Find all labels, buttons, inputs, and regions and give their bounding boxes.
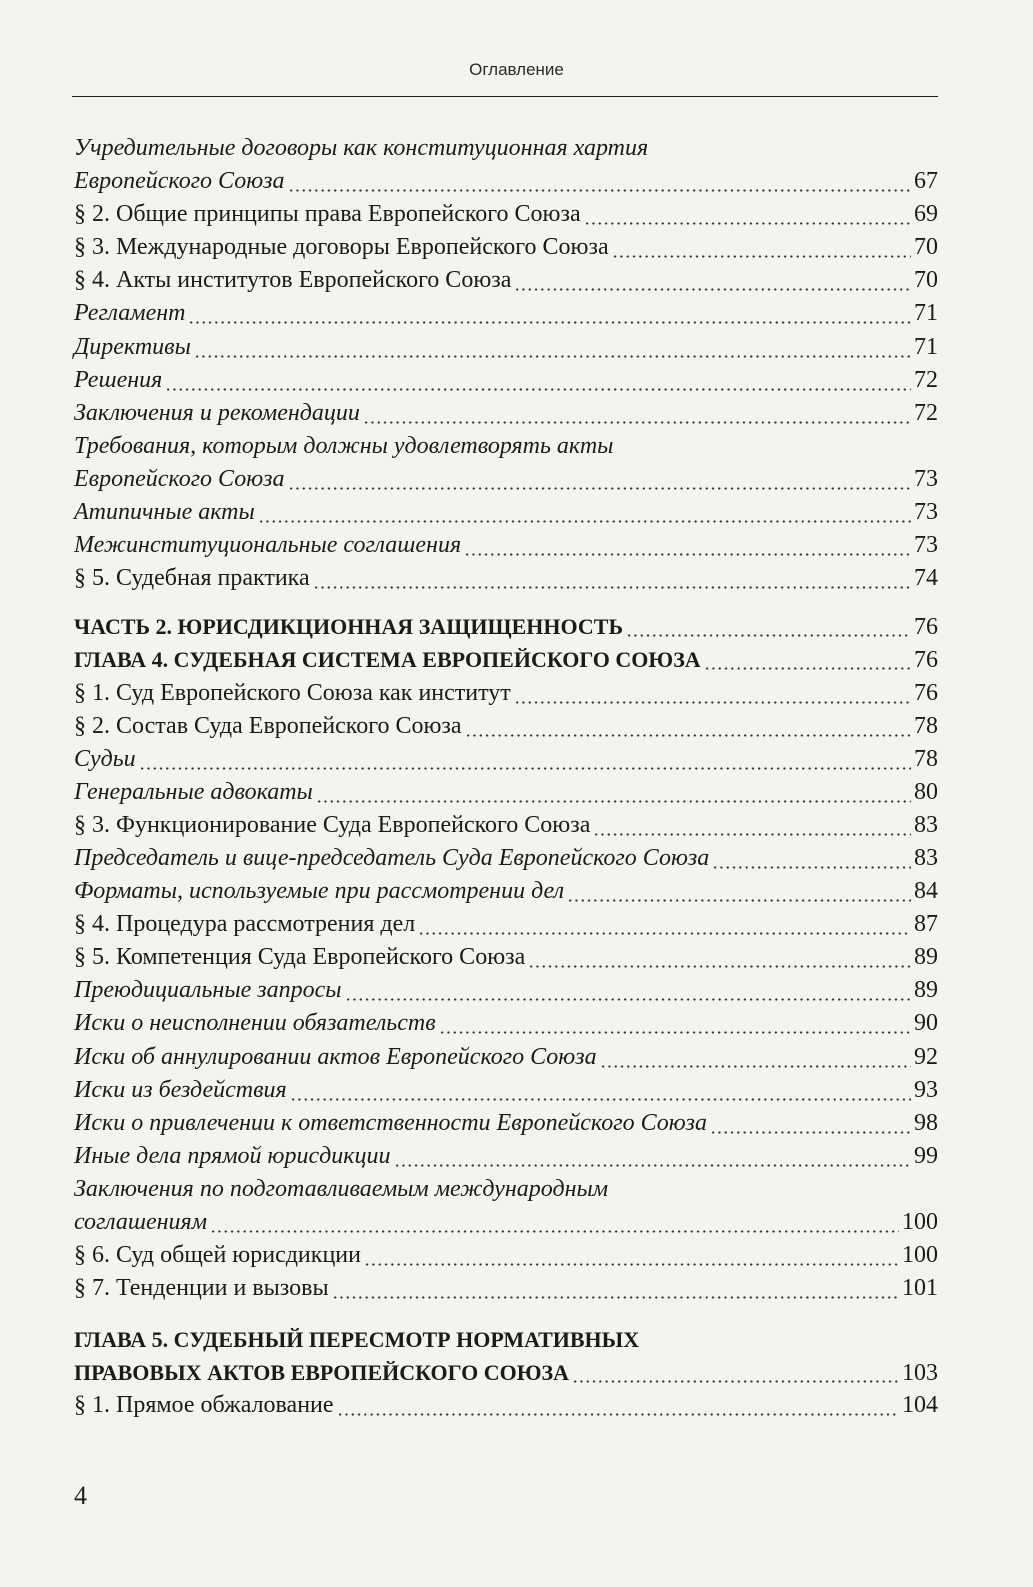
dot-leader [139,743,911,776]
toc-entry-title: § 5. Судебная практика [74,565,310,592]
toc-entry-page: 89 [914,977,938,1004]
toc-entry-title: Межинституциональные соглашения [74,532,462,559]
toc-entry-title: § 5. Компетенция Суда Европейского Союза [74,944,526,971]
toc-entry-page: 104 [902,1392,938,1419]
toc-entry-page: 71 [914,300,938,327]
dot-leader [514,264,911,297]
dot-leader [464,529,911,562]
toc-entry-page: 83 [914,844,938,871]
toc-entry [74,1173,938,1206]
toc-entry-page: 73 [914,465,938,492]
toc-entry-page: 83 [914,811,938,838]
toc-entry [74,1206,938,1239]
toc-entry-title: Судьи [74,745,136,772]
toc-entry-title: Иски из бездействия [74,1076,287,1103]
toc-entry-title: Преюдициальные запросы [74,977,342,1004]
dot-leader [258,496,911,529]
toc-entry-title: § 4. Процедура рассмотрения дел [74,911,416,938]
toc-entry-page: 87 [914,911,938,938]
toc-entry-page: 84 [914,878,938,905]
toc-entry [74,463,938,496]
dot-leader [313,562,911,595]
toc-entry-title: Учредительные договоры как конституционная хартия [74,135,649,161]
toc-entry [74,165,938,198]
toc-entry [74,809,938,842]
toc-entry-page: 100 [902,1209,938,1235]
toc-entry [74,562,938,595]
toc-entry-page: 93 [914,1076,938,1103]
toc-entry-title: § 3. Международные договоры Европейского Союза [74,234,609,261]
dot-leader [337,1389,899,1422]
toc-entry [74,610,938,643]
toc-entry-title: Заключения и рекомендации [74,399,360,426]
dot-leader [567,875,911,908]
toc-entry-page: 76 [914,679,938,706]
toc-entry-title: Решения [74,366,163,393]
toc-entry-page: 73 [914,499,938,526]
toc-entry-page: 99 [914,1142,938,1169]
dot-leader [612,231,911,264]
toc-entry [74,974,938,1007]
toc-entry [74,364,938,397]
toc-entry-title: § 3. Функционирование Суда Европейского Союза [74,811,591,838]
dot-leader [194,331,911,364]
dot-leader [712,842,911,875]
toc-entry-page: 78 [914,712,938,739]
page-number: 4 [74,1481,87,1510]
dot-leader [528,941,911,974]
toc-entry-title: Генеральные адвокаты [74,778,313,805]
toc-entry-page: 89 [914,944,938,971]
toc-entry-title: § 7. Тенденции и вызовы [74,1275,329,1302]
toc-entry-page: 76 [914,647,938,674]
running-head: Оглавление [469,60,564,79]
toc-entry-page: 72 [914,366,938,393]
toc-entry [74,1323,938,1356]
toc-entry [74,1356,938,1389]
toc-entry-page: 100 [902,1242,938,1269]
dot-leader [332,1272,899,1305]
dot-leader [710,1107,911,1140]
dot-leader [316,776,911,809]
toc-entry [74,132,938,165]
toc-entry [74,297,938,330]
toc-entry-title: Форматы, используемые при рассмотрении дел [74,878,565,905]
dot-leader [465,710,911,743]
toc-entry-title: Заключения по подготавливаемым международным [74,1175,609,1202]
toc-entry [74,264,938,297]
dot-leader [288,463,911,496]
toc-entry [74,430,938,463]
toc-entry-title: § 1. Суд Европейского Союза как институт [74,679,511,706]
toc-entry-title: Иски о привлечении к ответственности Европейского Союза [74,1109,708,1136]
toc-entry-page: 90 [914,1010,938,1037]
dot-leader [363,397,911,430]
toc-entry-title: ЧАСТЬ 2. ЮРИСДИКЦИОННАЯ ЗАЩИЩЕННОСТЬ [74,614,624,640]
toc-entry-title: Атипичные акты [74,499,255,526]
toc-entry-title: соглашениям [74,1209,208,1235]
toc-entry [74,397,938,430]
toc-entry-title: Регламент [74,300,186,327]
toc-entry-title: § 1. Прямое обжалование [74,1392,334,1419]
toc-entry-title: Европейского Союза [74,168,285,195]
toc-entry-page: 98 [914,1109,938,1136]
toc-entry [74,1041,938,1074]
toc-entry-page: 67 [914,168,938,195]
toc-entry-title: § 2. Общие принципы права Европейского Союза [74,201,581,228]
dot-leader [418,908,911,941]
toc-entry [74,529,938,562]
toc-entry-page: 103 [902,1360,938,1387]
toc-entry-page: 70 [914,234,938,261]
dot-leader [290,1074,911,1107]
dot-leader [600,1041,911,1074]
dot-leader [572,1356,899,1389]
dot-leader [364,1239,899,1272]
toc-entry-title: Европейского Союза [74,465,285,492]
toc-entry-page: 71 [914,333,938,360]
toc-entry-title: Требования, которым должны удовлетворять акты [74,432,614,459]
toc-entry [74,908,938,941]
toc-entry [74,1140,938,1173]
toc-entry [74,231,938,264]
toc-entry-page: 78 [914,745,938,772]
toc-entry-title: Директивы [74,333,191,360]
toc-entry-page: 76 [914,614,938,641]
toc-entry [74,496,938,529]
toc-entry-page: 69 [914,201,938,228]
dot-leader [704,643,911,676]
toc-entry-title: Иски о неисполнении обязательств [74,1010,436,1037]
toc-entry [74,1074,938,1107]
toc-entry-page: 101 [902,1275,938,1302]
header-rule [72,96,938,97]
toc-entry [74,643,938,676]
toc-entry-page: 73 [914,532,938,559]
toc-entry-title: Иные дела прямой юрисдикции [74,1142,391,1169]
dot-leader [188,297,911,330]
table-of-contents [74,132,938,1423]
dot-leader [345,974,911,1007]
toc-entry [74,875,938,908]
toc-entry-title: Иски об аннулировании актов Европейского Союза [74,1043,597,1070]
dot-leader [394,1140,912,1173]
toc-entry [74,1239,938,1272]
dot-leader [514,677,911,710]
toc-entry-title: § 6. Суд общей юрисдикции [74,1242,361,1269]
dot-leader [210,1206,899,1239]
toc-entry-page: 72 [914,399,938,426]
toc-entry [74,776,938,809]
toc-entry [74,1107,938,1140]
toc-entry [74,1007,938,1040]
toc-entry [74,842,938,875]
toc-entry-title: ГЛАВА 5. СУДЕБНЫЙ ПЕРЕСМОТР НОРМАТИВНЫХ [74,1327,640,1353]
dot-leader [593,809,911,842]
dot-leader [288,165,911,198]
toc-entry-title: ПРАВОВЫХ АКТОВ ЕВРОПЕЙСКОГО СОЮЗА [74,1360,569,1386]
dot-leader [165,364,911,397]
toc-entry-title: ГЛАВА 4. СУДЕБНАЯ СИСТЕМА ЕВРОПЕЙСКОГО СОЮЗА [74,647,701,673]
toc-entry-title: § 4. Акты институтов Европейского Союза [74,267,512,294]
toc-entry [74,331,938,364]
toc-entry-page: 74 [914,565,938,592]
toc-entry [74,1272,938,1305]
toc-entry-page: 92 [914,1043,938,1070]
dot-leader [626,610,911,643]
toc-entry-page: 70 [914,267,938,294]
dot-leader [584,198,911,231]
toc-entry [74,198,938,231]
dot-leader [439,1007,911,1040]
toc-entry [74,743,938,776]
toc-entry [74,1389,938,1422]
toc-entry [74,677,938,710]
toc-entry-title: § 2. Состав Суда Европейского Союза [74,712,462,739]
toc-entry [74,710,938,743]
toc-entry-page: 80 [914,778,938,805]
toc-entry [74,941,938,974]
toc-entry-title: Председатель и вице-председатель Суда Европейского Союза [74,844,710,871]
